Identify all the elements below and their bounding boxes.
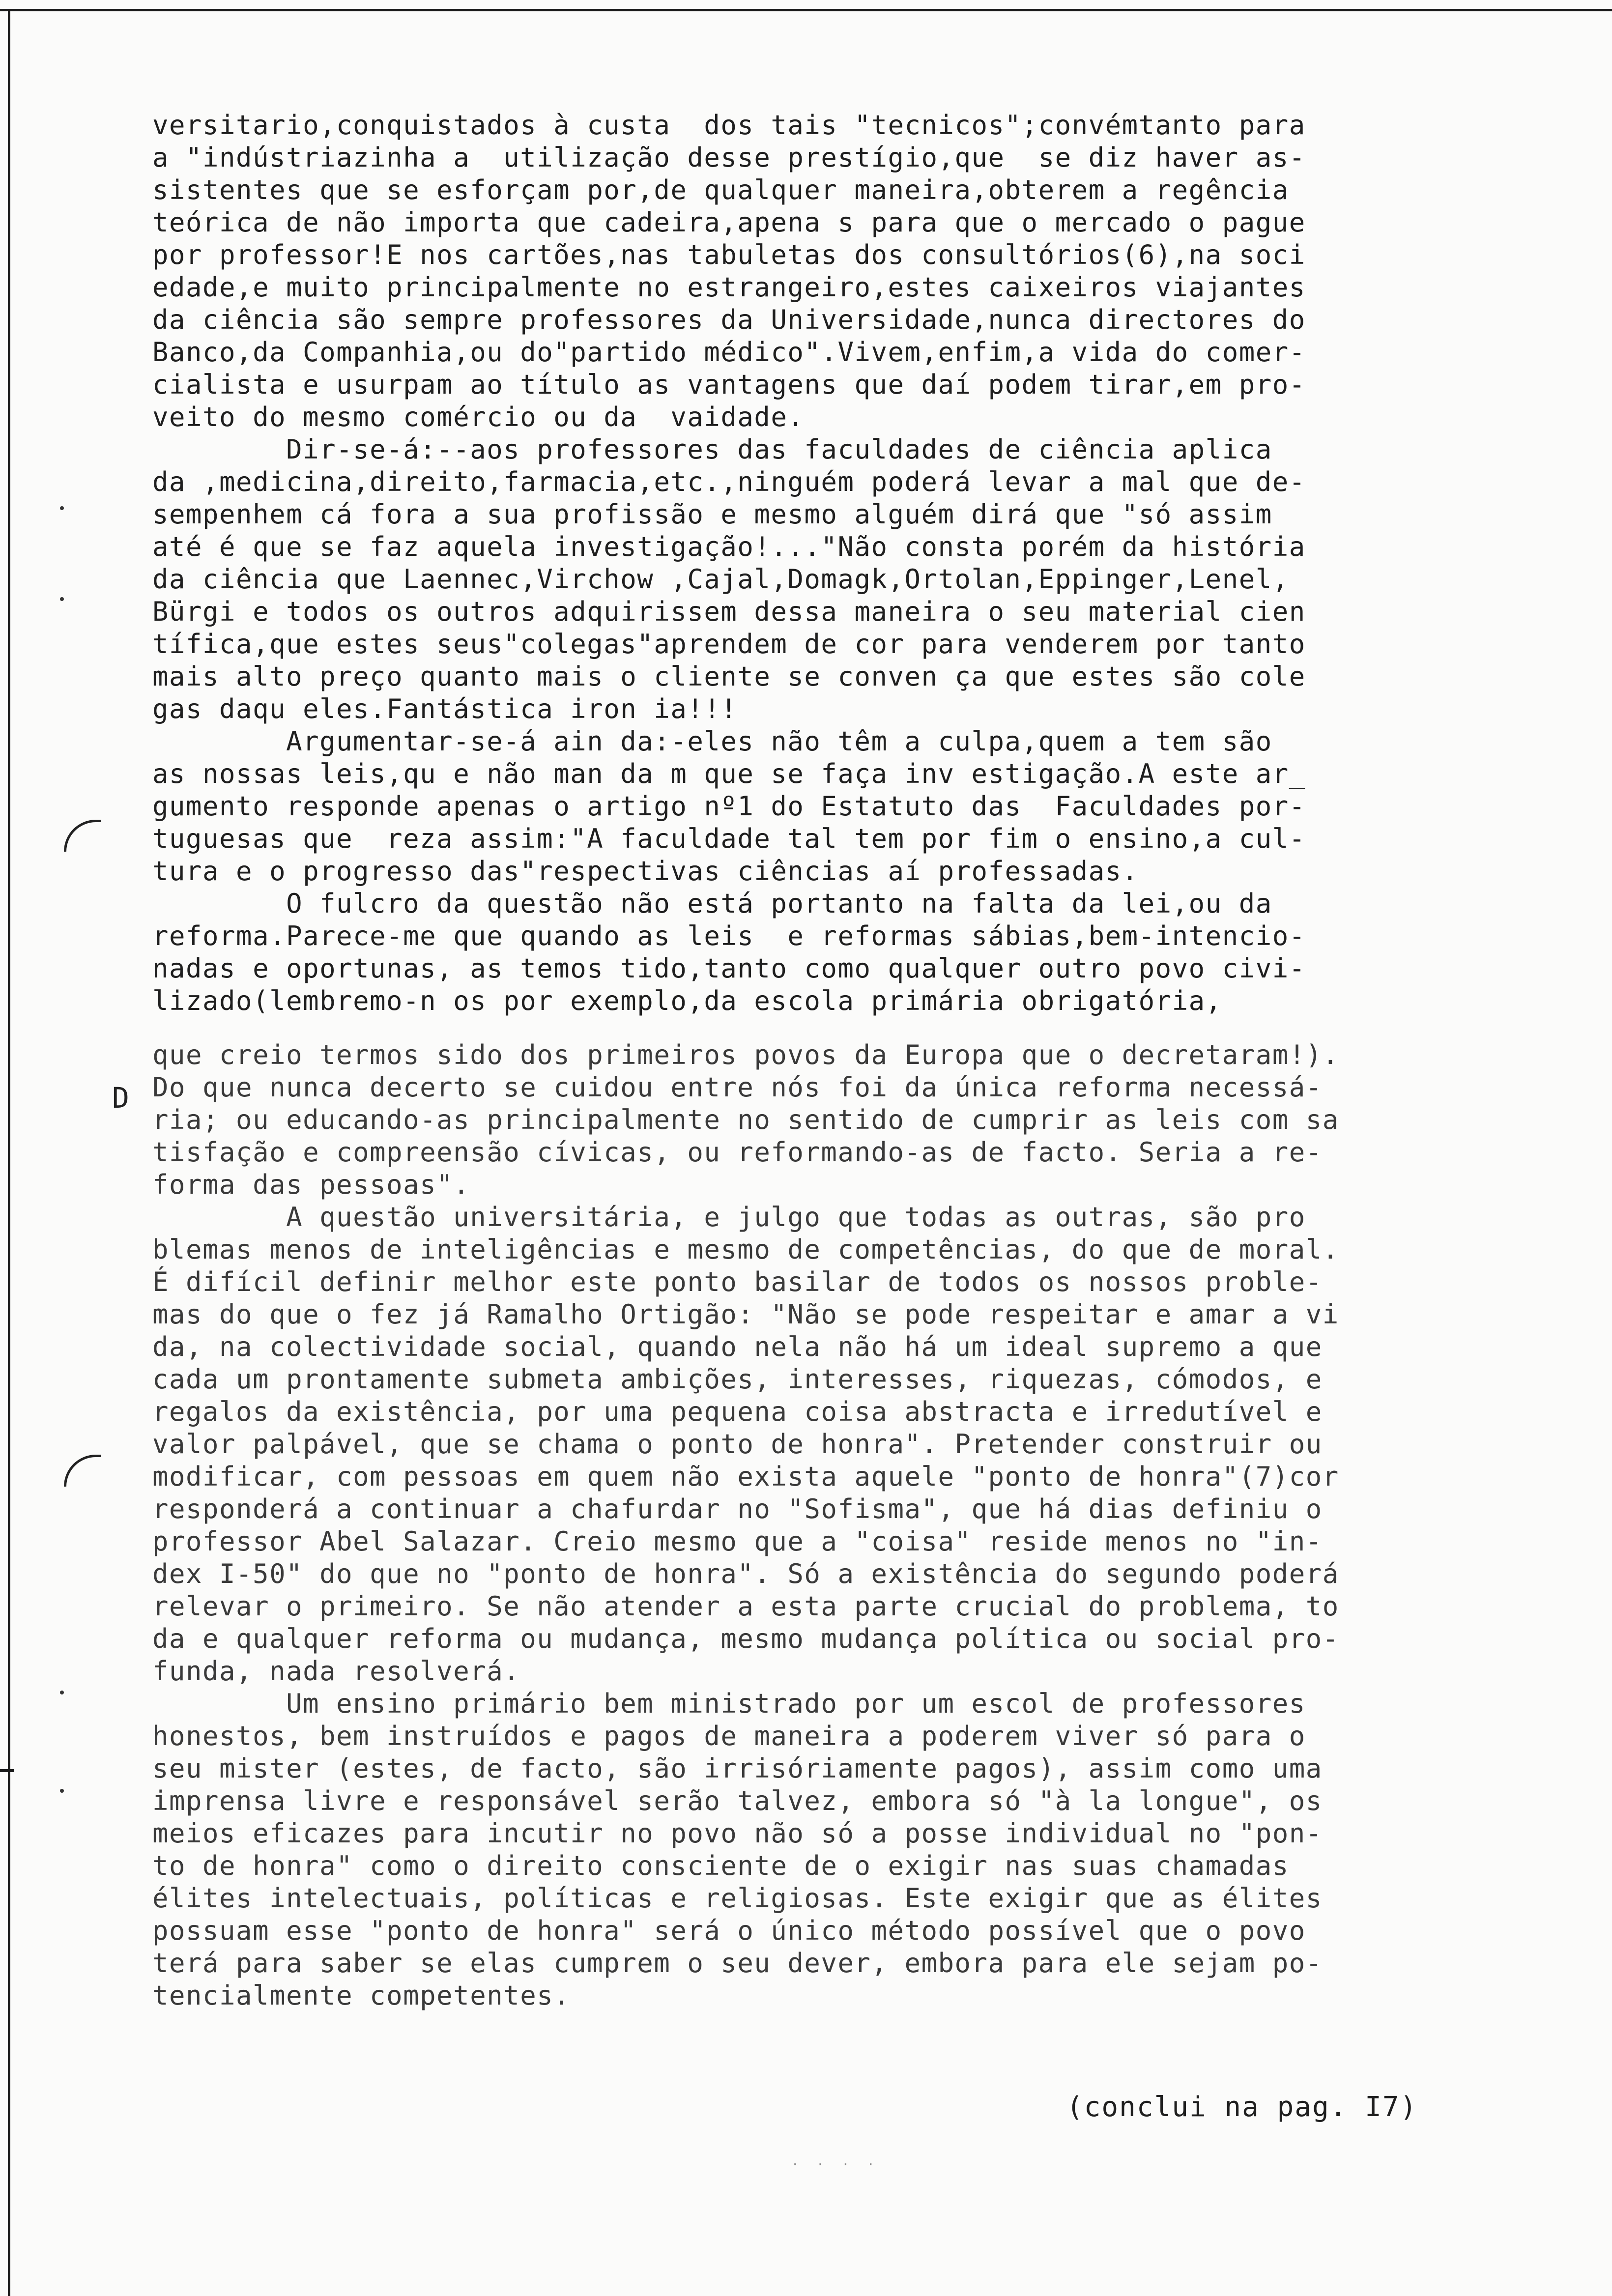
- stray-marks: · · · ·: [791, 2157, 880, 2172]
- text-line: da ,medicina,direito,farmacia,etc.,ninguém poderá levar a mal que de-: [152, 466, 1306, 497]
- text-line: mais alto preço quanto mais o cliente se conven ça que estes são cole: [152, 661, 1306, 692]
- text-line: terá para saber se elas cumprem o seu dever, embora para ele sejam po-: [152, 1948, 1323, 1979]
- text-line: dex I-50" do que no "ponto de honra". Só a existência do segundo poderá: [152, 1558, 1339, 1589]
- text-line: a "indústriazinha a utilização desse prestígio,que se diz haver as-: [152, 142, 1306, 173]
- text-line: Um ensino primário bem ministrado por um escol de professores: [152, 1688, 1306, 1719]
- text-line: honestos, bem instruídos e pagos de maneira a poderem viver só para o: [152, 1721, 1306, 1751]
- text-line: A questão universitária, e julgo que todas as outras, são pro: [152, 1202, 1306, 1233]
- top-border-line: [0, 9, 1612, 11]
- paragraph-gap: [152, 1017, 1553, 1039]
- margin-dot: [60, 1789, 64, 1793]
- margin-bracket-mark: [64, 1455, 101, 1487]
- text-line: reforma.Parece-me que quando as leis e reformas sábias,bem-intencio-: [152, 920, 1306, 951]
- text-line: veito do mesmo comércio ou da vaidade.: [152, 402, 805, 432]
- text-line: Banco,da Companhia,ou do"partido médico".Vivem,enfim,a vida do comer-: [152, 337, 1306, 368]
- text-line: sempenhem cá fora a sua profissão e mesmo alguém dirá que "só assim: [152, 499, 1272, 530]
- text-line: da e qualquer reforma ou mudança, mesmo mudança política ou social pro-: [152, 1623, 1339, 1654]
- text-line: meios eficazes para incutir no povo não só a posse individual no "pon-: [152, 1818, 1323, 1849]
- text-line: funda, nada resolverá.: [152, 1656, 520, 1687]
- text-line: É difícil definir melhor este ponto basilar de todos os nossos proble-: [152, 1266, 1323, 1297]
- text-line: edade,e muito principalmente no estrangeiro,estes caixeiros viajantes: [152, 272, 1306, 303]
- text-line: professor Abel Salazar. Creio mesmo que a "coisa" reside menos no "in-: [152, 1526, 1323, 1557]
- text-line: que creio termos sido dos primeiros povos da Europa que o decretaram!).: [152, 1039, 1339, 1070]
- left-margin-tick: [0, 1769, 14, 1772]
- text-line: versitario,conquistados à custa dos tais "tecnicos";convémtanto para: [152, 110, 1306, 141]
- text-line: blemas menos de inteligências e mesmo de competências, do que de moral.: [152, 1234, 1339, 1265]
- text-line: imprensa livre e responsável serão talvez, embora só "à la longue", os: [152, 1785, 1323, 1816]
- text-line: da, na colectividade social, quando nela não há um ideal supremo a que: [152, 1331, 1323, 1362]
- text-line: responderá a continuar a chafurdar no "Sofisma", que há dias definiu o: [152, 1493, 1323, 1524]
- text-line: até é que se faz aquela investigação!..."Não consta porém da história: [152, 531, 1306, 562]
- continuation-note: (conclui na pag. I7): [1066, 2091, 1418, 2123]
- typescript-body: [152, 109, 1553, 2012]
- text-line: tisfação e compreensão cívicas, ou reformando-as de facto. Seria a re-: [152, 1137, 1323, 1168]
- text-line: tuguesas que reza assim:"A faculdade tal tem por fim o ensino,a cul-: [152, 823, 1306, 854]
- text-line: tencialmente competentes.: [152, 1980, 571, 2011]
- text-line: lizado(lembremo-n os por exemplo,da escola primária obrigatória,: [152, 985, 1222, 1016]
- margin-dot: [60, 597, 64, 601]
- text-line: Do que nunca decerto se cuidou entre nós foi da única reforma necessá-: [152, 1072, 1323, 1103]
- left-border-line: [8, 9, 10, 2296]
- text-line: élites intelectuais, políticas e religiosas. Este exigir que as élites: [152, 1883, 1323, 1914]
- text-line: regalos da existência, por uma pequena coisa abstracta e irredutível e: [152, 1396, 1323, 1427]
- text-line: por professor!E nos cartões,nas tabuletas dos consultórios(6),na soci: [152, 239, 1306, 270]
- margin-dot: [60, 506, 64, 510]
- margin-letter: D: [112, 1081, 129, 1115]
- text-line: valor palpável, que se chama o ponto de honra". Pretender construir ou: [152, 1429, 1323, 1460]
- text-line: Dir-se-á:--aos professores das faculdades de ciência aplica: [152, 434, 1272, 465]
- text-line: Bürgi e todos os outros adquirissem dessa maneira o seu material cien: [152, 596, 1306, 627]
- text-line: possuam esse "ponto de honra" será o único método possível que o povo: [152, 1915, 1306, 1946]
- text-line: as nossas leis,qu e não man da m que se faça inv estigação.A este ar_: [152, 758, 1306, 789]
- text-line: gas daqu eles.Fantástica iron ia!!!: [152, 693, 738, 724]
- text-line: seu mister (estes, de facto, são irrisóriamente pagos), assim como uma: [152, 1753, 1323, 1784]
- text-line: O fulcro da questão não está portanto na falta da lei,ou da: [152, 888, 1272, 919]
- text-line: sistentes que se esforçam por,de qualquer maneira,obterem a regência: [152, 174, 1289, 205]
- text-line: tífica,que estes seus"colegas"aprendem de cor para venderem por tanto: [152, 629, 1306, 660]
- text-line: teórica de não importa que cadeira,apena s para que o mercado o pague: [152, 207, 1306, 238]
- text-line: to de honra" como o direito consciente de o exigir nas suas chamadas: [152, 1850, 1289, 1881]
- text-line: nadas e oportunas, as temos tido,tanto como qualquer outro povo civi-: [152, 953, 1306, 984]
- text-line: mas do que o fez já Ramalho Ortigão: "Não se pode respeitar e amar a vi: [152, 1299, 1339, 1330]
- text-line: Argumentar-se-á ain da:-eles não têm a culpa,quem a tem são: [152, 726, 1272, 757]
- text-line: cialista e usurpam ao título as vantagens que daí podem tirar,em pro-: [152, 369, 1306, 400]
- text-line: relevar o primeiro. Se não atender a esta parte crucial do problema, to: [152, 1591, 1339, 1622]
- text-line: modificar, com pessoas em quem não exista aquele "ponto de honra"(7)cor: [152, 1461, 1339, 1492]
- text-line: tura e o progresso das"respectivas ciências aí professadas.: [152, 856, 1139, 887]
- margin-dot: [60, 1691, 64, 1694]
- text-line: da ciência são sempre professores da Universidade,nunca directores do: [152, 304, 1306, 335]
- text-line: da ciência que Laennec,Virchow ,Cajal,Domagk,Ortolan,Eppinger,Lenel,: [152, 564, 1289, 595]
- text-line: gumento responde apenas o artigo nº1 do Estatuto das Faculdades por-: [152, 791, 1306, 822]
- text-line: ria; ou educando-as principalmente no sentido de cumprir as leis com sa: [152, 1104, 1339, 1135]
- text-line: cada um prontamente submeta ambições, interesses, riquezas, cómodos, e: [152, 1364, 1323, 1395]
- text-line: forma das pessoas".: [152, 1169, 470, 1200]
- margin-bracket-mark: [64, 820, 101, 852]
